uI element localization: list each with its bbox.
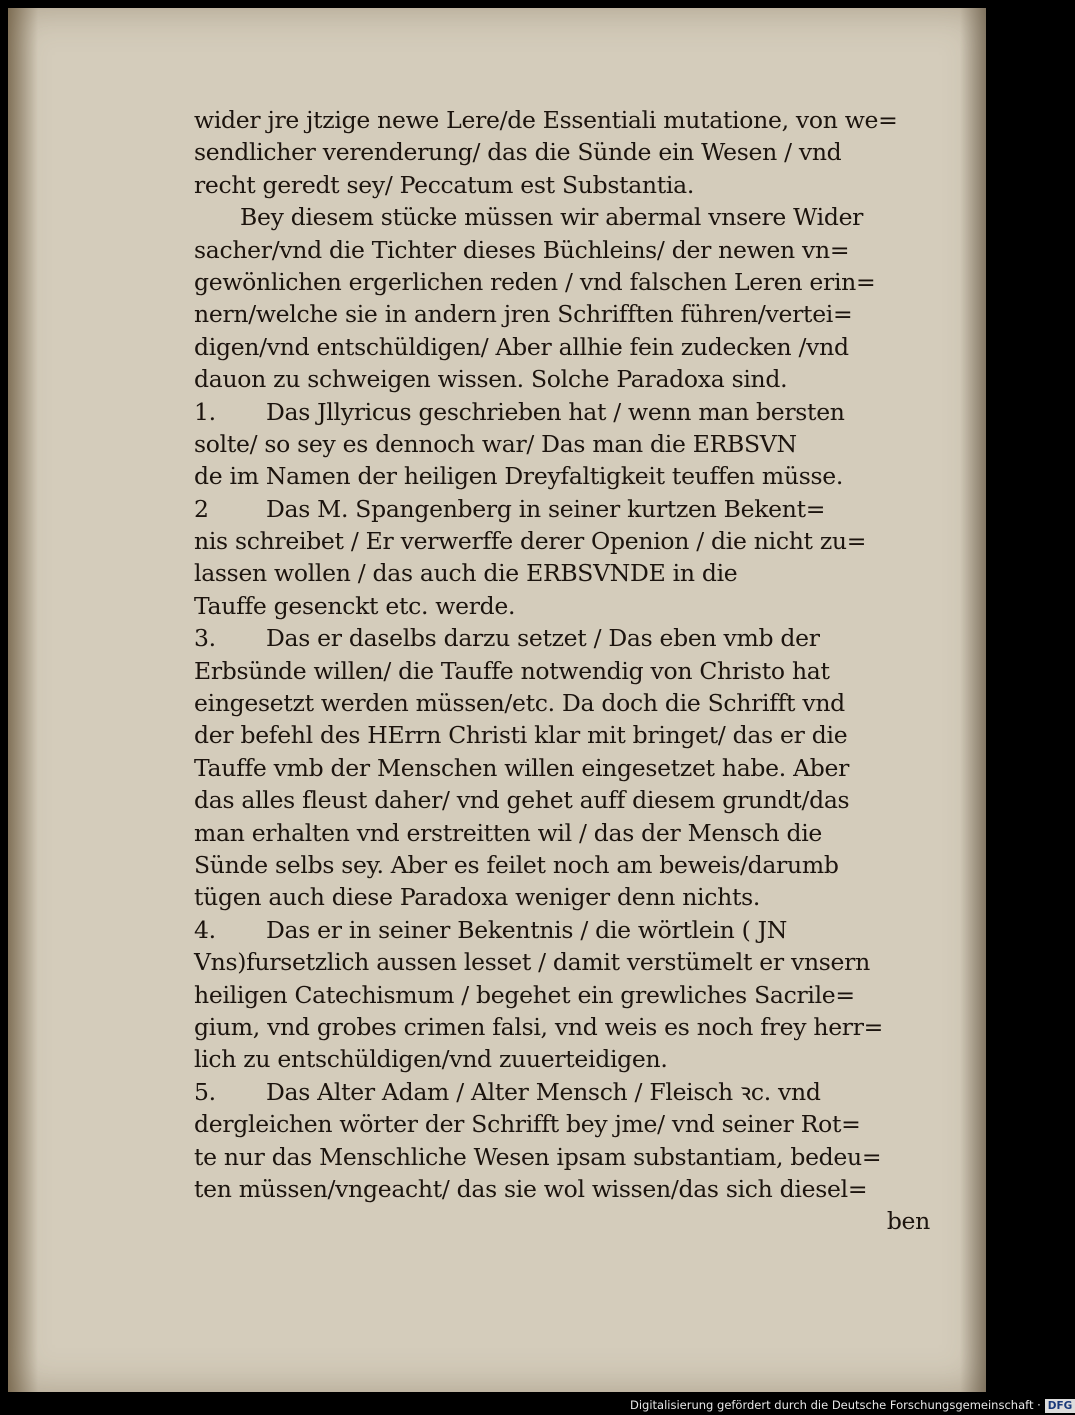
line-text: sacher/vnd die Tichter dieses Büchleins/ der newen vn= <box>194 235 850 264</box>
text-line <box>194 201 936 233</box>
page-text-block <box>194 104 936 1238</box>
line-text: de im Namen der heiligen Dreyfaltigkeit teuffen müsse. <box>194 462 844 491</box>
line-text: dauon zu schweigen wissen. Solche Paradoxa sind. <box>194 365 788 394</box>
text-line <box>194 331 936 363</box>
document-page <box>8 8 986 1392</box>
page-shadow-left <box>8 8 38 1392</box>
text-line <box>194 946 936 978</box>
text-line <box>194 655 936 687</box>
line-text: Das er daselbs darzu setzet / Das eben vmb der <box>266 624 820 653</box>
line-text: Tauffe gesenckt etc. werde. <box>194 591 516 620</box>
line-text: Das Jllyricus geschrieben hat / wenn man bersten <box>266 397 845 426</box>
line-text: Das er in seiner Bekentnis / die wörtlein ( JN <box>266 915 788 944</box>
text-line <box>194 719 936 751</box>
line-text: wider jre jtzige newe Lere/de Essentiali mutatione, von we= <box>194 106 898 134</box>
text-line <box>194 525 936 557</box>
text-line <box>194 460 936 492</box>
text-line <box>194 979 936 1011</box>
text-line <box>194 687 936 719</box>
text-line <box>194 363 936 395</box>
footer-credit-text: Digitalisierung gefördert durch die Deutsche Forschungsgemeinschaft · <box>630 1398 1041 1412</box>
text-line <box>194 1141 936 1173</box>
line-text: recht geredt sey/ Peccatum est Substantia. <box>194 170 695 199</box>
text-line <box>194 784 936 816</box>
line-text: ten müssen/vngeacht/ das sie wol wissen/das sich diesel= <box>194 1174 868 1203</box>
line-text: ben <box>886 1207 930 1236</box>
paradox-number: 1. <box>194 397 216 426</box>
page-shadow-right <box>960 8 986 1392</box>
text-line <box>194 136 936 168</box>
line-text: Bey diesem stücke müssen wir abermal vnsere Wider <box>240 203 864 232</box>
dfg-logo: DFG <box>1045 1399 1075 1413</box>
text-line <box>194 298 936 330</box>
digitization-footer <box>630 1396 1075 1414</box>
text-line <box>194 104 936 136</box>
text-line <box>194 914 936 946</box>
line-text: heiligen Catechismum / begehet ein grewliches Sacrile= <box>194 980 855 1009</box>
text-line <box>194 590 936 622</box>
line-text: Tauffe vmb der Menschen willen eingesetzet habe. Aber <box>194 753 850 782</box>
line-text: Erbsünde willen/ die Tauffe notwendig von Christo hat <box>194 656 830 685</box>
line-text: Das M. Spangenberg in seiner kurtzen Bekent= <box>266 494 826 523</box>
text-line <box>194 881 936 913</box>
paradox-number: 4. <box>194 915 216 944</box>
line-text: man erhalten vnd erstreitten wil / das der Mensch die <box>194 818 823 847</box>
text-line <box>194 817 936 849</box>
line-text: lich zu entschüldigen/vnd zuuerteidigen. <box>194 1045 668 1074</box>
line-text: digen/vnd entschüldigen/ Aber allhie fein zudecken /vnd <box>194 332 849 361</box>
line-text: lassen wollen / das auch die ERBSVNDE in die <box>194 559 738 588</box>
line-text: te nur das Menschliche Wesen ipsam substantiam, bedeu= <box>194 1142 882 1171</box>
catchword <box>194 1205 936 1237</box>
text-line <box>194 266 936 298</box>
line-text: Vns)fursetzlich aussen lesset / damit verstümelt er vnsern <box>194 948 870 977</box>
text-line <box>194 234 936 266</box>
text-line <box>194 1011 936 1043</box>
paradox-number: 3. <box>194 624 216 653</box>
text-line <box>194 622 936 654</box>
line-text: nern/welche sie in andern jren Schrifften führen/vertei= <box>194 300 853 329</box>
paradox-number: 5. <box>194 1077 216 1106</box>
line-text: sendlicher verenderung/ das die Sünde ein Wesen / vnd <box>194 138 842 167</box>
line-text: solte/ so sey es dennoch war/ Das man die ERBSVN <box>194 429 797 458</box>
text-line <box>194 493 936 525</box>
text-line <box>194 557 936 589</box>
text-line <box>194 752 936 784</box>
text-line <box>194 1108 936 1140</box>
line-text: das alles fleust daher/ vnd gehet auff diesem grundt/das <box>194 786 850 815</box>
text-line <box>194 849 936 881</box>
line-text: eingesetzt werden müssen/etc. Da doch die Schrifft vnd <box>194 689 845 718</box>
paradox-number: 2 <box>194 494 209 523</box>
text-line <box>194 396 936 428</box>
line-text: Das Alter Adam / Alter Mensch / Fleisch ꝛc. vnd <box>266 1077 821 1106</box>
line-text: gium, vnd grobes crimen falsi, vnd weis es noch frey herr= <box>194 1012 884 1041</box>
line-text: gewönlichen ergerlichen reden / vnd falschen Leren erin= <box>194 267 876 296</box>
line-text: nis schreibet / Er verwerffe derer Openion / die nicht zu= <box>194 527 867 556</box>
line-text: dergleichen wörter der Schrifft bey jme/ vnd seiner Rot= <box>194 1110 861 1139</box>
text-line <box>194 169 936 201</box>
line-text: Sünde selbs sey. Aber es feilet noch am beweis/darumb <box>194 850 839 879</box>
text-line <box>194 1076 936 1108</box>
text-line <box>194 1043 936 1075</box>
line-text: tügen auch diese Paradoxa weniger denn nichts. <box>194 883 761 912</box>
text-line <box>194 1173 936 1205</box>
text-line <box>194 428 936 460</box>
line-text: der befehl des HErrn Christi klar mit bringet/ das er die <box>194 721 848 750</box>
